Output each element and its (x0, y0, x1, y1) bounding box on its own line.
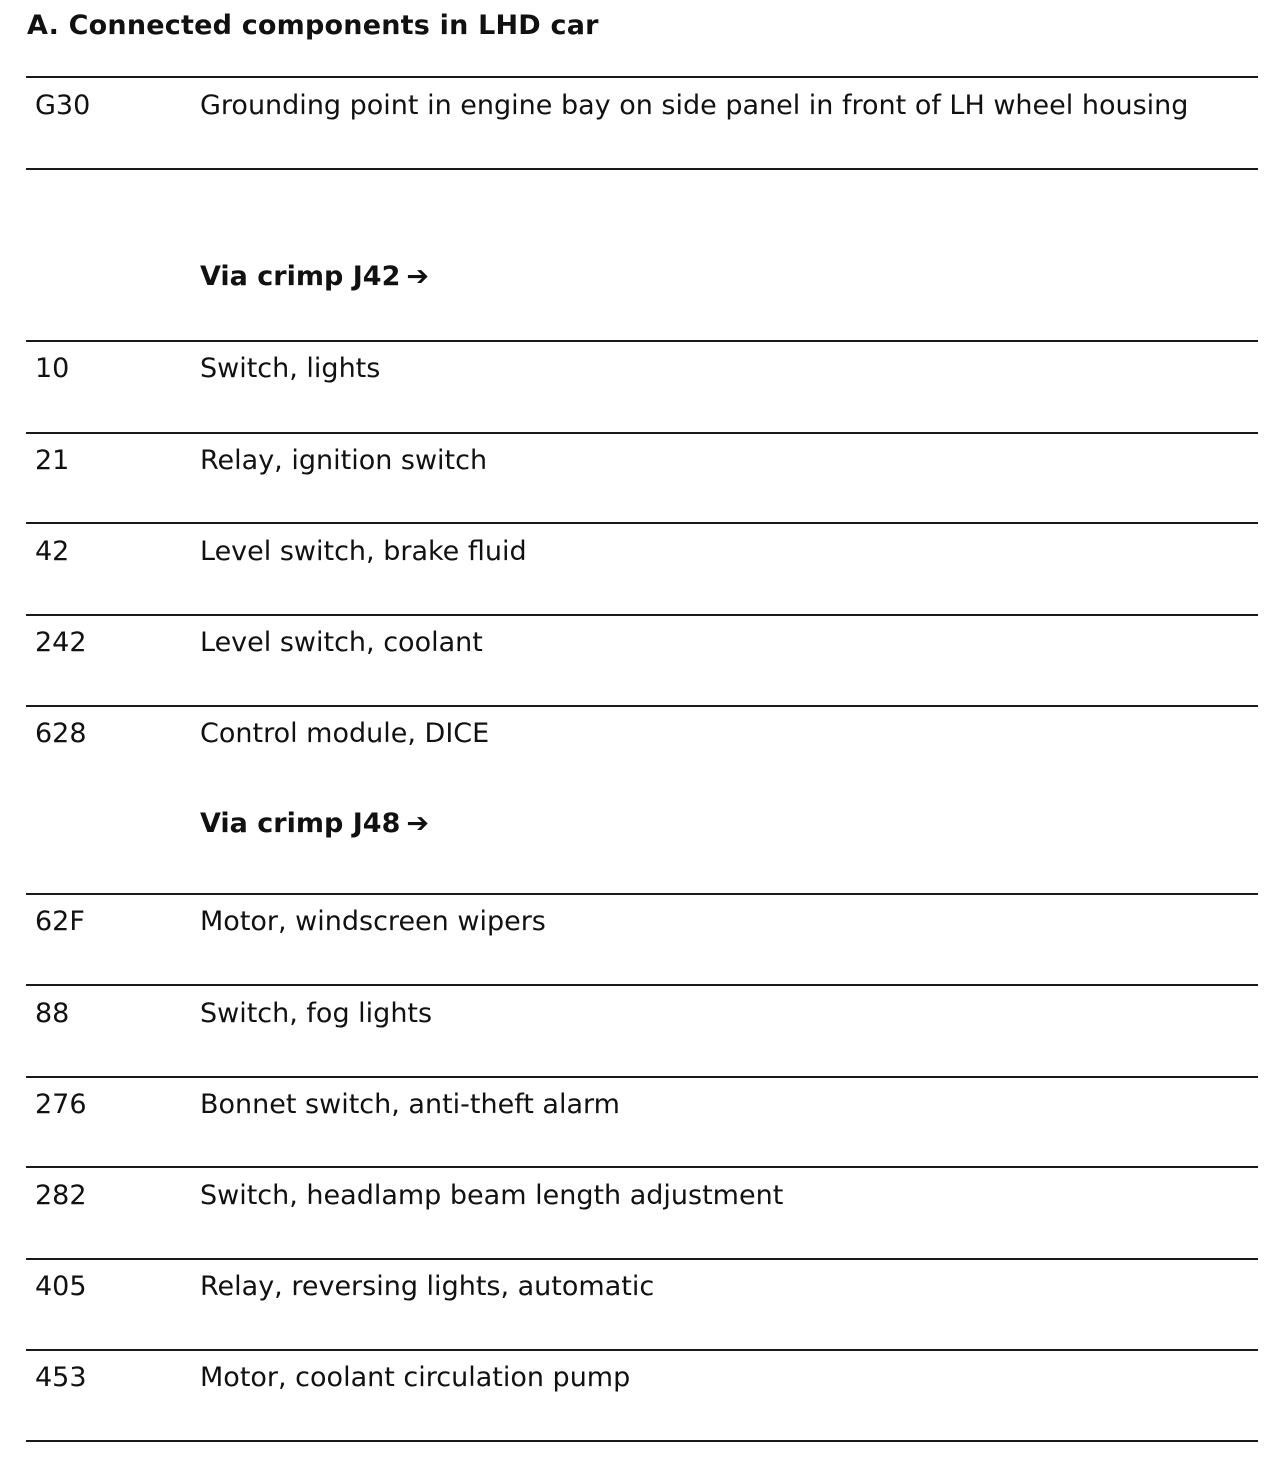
table-rule (26, 1076, 1258, 1078)
component-code: G30 (35, 90, 91, 121)
component-description: Motor, windscreen wipers (200, 906, 546, 937)
table-rule (26, 705, 1258, 707)
right-arrow-icon: ➔ (406, 261, 429, 292)
table-rule (26, 893, 1258, 895)
component-description: Control module, DICE (200, 718, 490, 749)
component-code: 242 (35, 627, 87, 658)
component-description: Bonnet switch, anti-theft alarm (200, 1089, 620, 1120)
component-code: 21 (35, 445, 70, 476)
right-arrow-icon: ➔ (406, 808, 429, 839)
component-code: 453 (35, 1362, 87, 1393)
table-rule (26, 168, 1258, 170)
component-description: Relay, ignition switch (200, 445, 488, 476)
component-code: 10 (35, 353, 70, 384)
component-description: Level switch, coolant (200, 627, 483, 658)
group-label: Via crimp J48 (200, 808, 401, 839)
table-row (0, 1358, 1264, 1398)
group-heading-j48 (200, 804, 429, 844)
table-row (0, 902, 1264, 942)
table-rule (26, 614, 1258, 616)
component-code: 628 (35, 718, 87, 749)
component-description: Switch, lights (200, 353, 381, 384)
component-code: 88 (35, 998, 70, 1029)
table-row (0, 1176, 1264, 1216)
table-rule (26, 1258, 1258, 1260)
table-row (0, 1085, 1264, 1125)
table-rule (26, 1166, 1258, 1168)
component-description: Switch, fog lights (200, 998, 433, 1029)
table-rule (26, 984, 1258, 986)
table-row (0, 714, 1264, 754)
table-rule (26, 522, 1258, 524)
component-code: 282 (35, 1180, 87, 1211)
table-row (0, 349, 1264, 389)
component-description: Grounding point in engine bay on side panel in front of LH wheel housing (200, 90, 1189, 121)
component-description: Motor, coolant circulation pump (200, 1362, 631, 1393)
page-title: A. Connected components in LHD car (27, 10, 599, 41)
table-row (0, 441, 1264, 481)
component-description: Level switch, brake fluid (200, 536, 527, 567)
table-row (0, 1267, 1264, 1307)
table-row (0, 532, 1264, 572)
component-code: 276 (35, 1089, 87, 1120)
group-label: Via crimp J42 (200, 261, 401, 292)
ground-row (0, 86, 1264, 126)
component-code: 42 (35, 536, 70, 567)
component-code: 405 (35, 1271, 87, 1302)
table-rule (26, 432, 1258, 434)
component-code: 62F (35, 906, 85, 937)
component-description: Switch, headlamp beam length adjustment (200, 1180, 784, 1211)
component-description: Relay, reversing lights, automatic (200, 1271, 655, 1302)
table-rule (26, 76, 1258, 78)
table-rule (26, 340, 1258, 342)
table-row (0, 994, 1264, 1034)
group-heading-j42 (200, 257, 429, 297)
table-rule (26, 1349, 1258, 1351)
table-rule (26, 1440, 1258, 1442)
table-row (0, 623, 1264, 663)
